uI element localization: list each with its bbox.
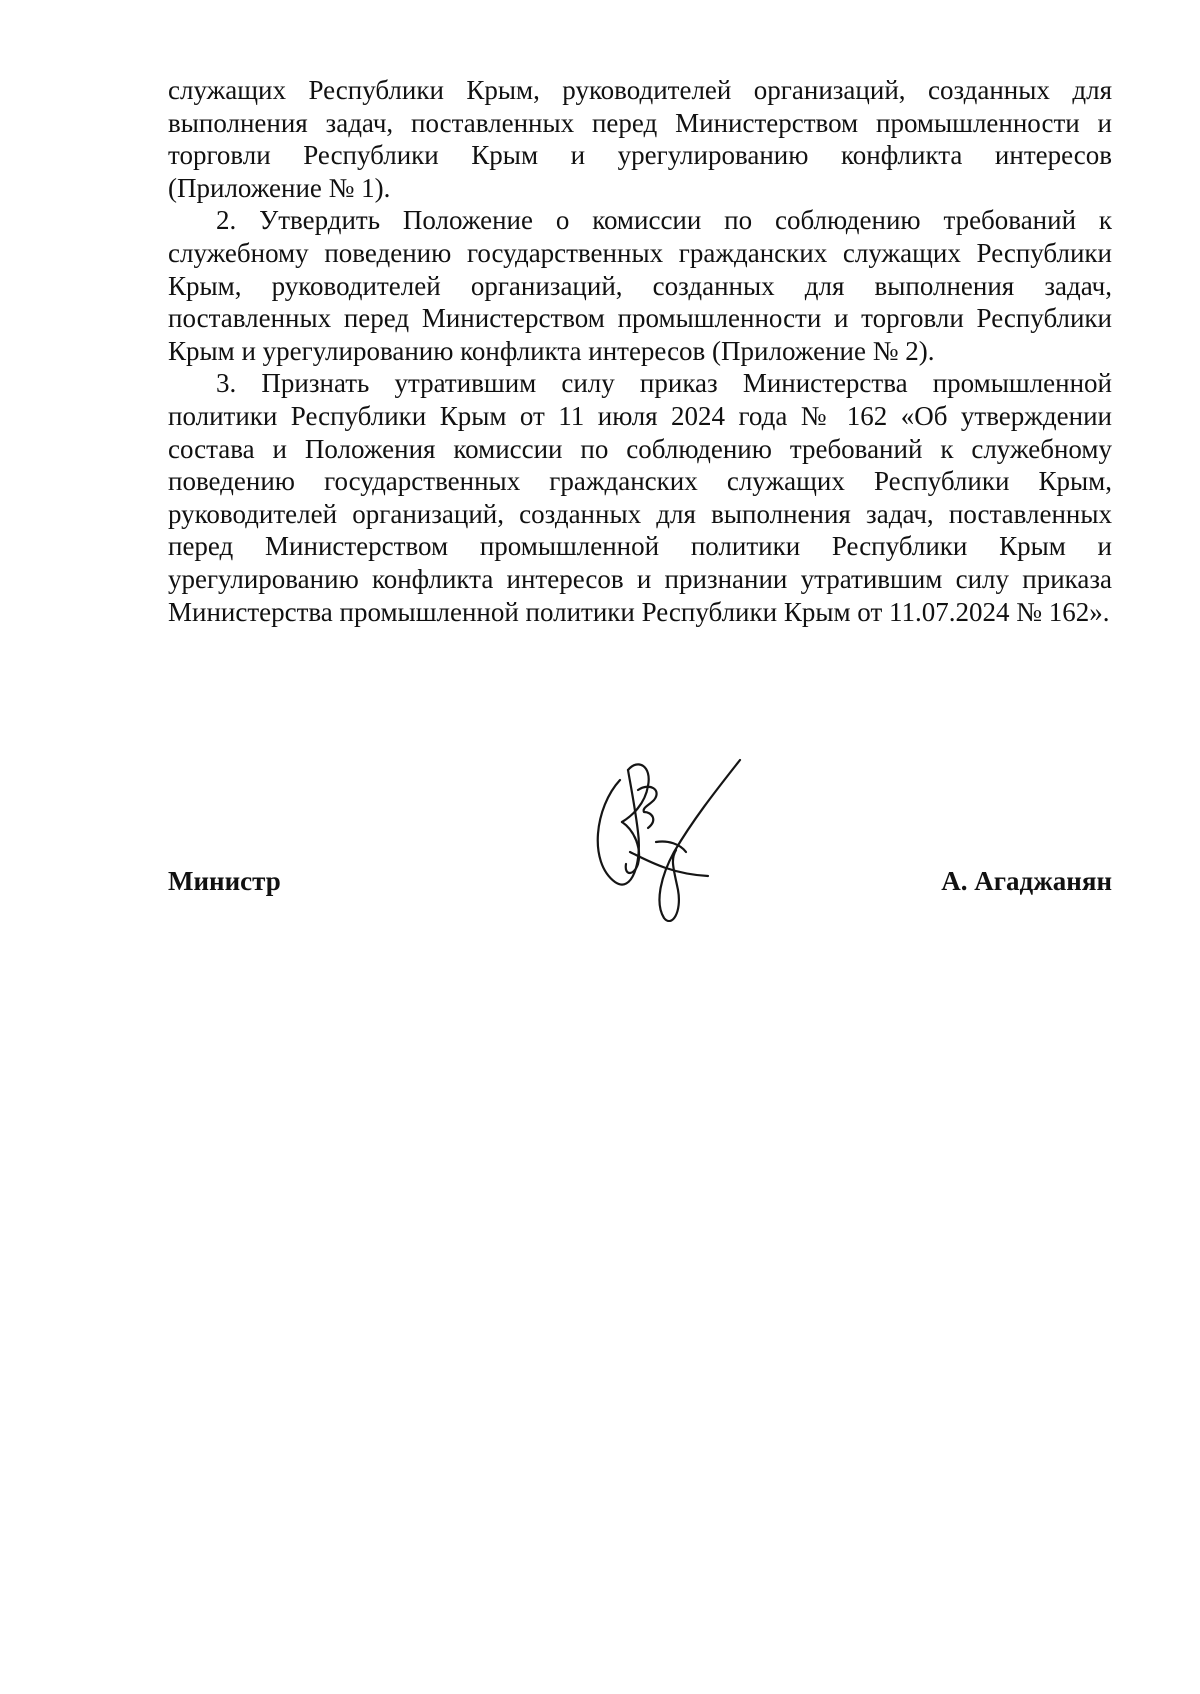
signatory-position: Министр bbox=[168, 866, 281, 896]
signature-block bbox=[168, 866, 1112, 906]
signatory-name: А. Агаджанян bbox=[941, 866, 1112, 896]
document-body bbox=[168, 74, 1112, 628]
paragraph-item-3: 3. Признать утратившим силу приказ Министерства промышленной политики Республики Крым от 11 июля 2024 года № 162 «Об утверждении состава и Положения комиссии по соблюдению требований к служебному поведению государственных гражданских служащих Республики Крым, руководителей организаций, созданных для выполнения задач, поставленных перед Министерством промышленной политики Республики Крым и урегулированию конфликта интересов и признании утратившим силу приказа Министерства промышленной политики Республики Крым от 11.07.2024 № 162». bbox=[168, 368, 1112, 627]
paragraph-item-2: 2. Утвердить Положение о комиссии по соблюдению требований к служебному поведению государственных гражданских служащих Республики Крым, руководителей организаций, созданных для выполнения задач, поставленных перед Министерством промышленности и торговли Республики Крым и урегулированию конфликта интересов (Приложение № 2). bbox=[168, 205, 1112, 366]
paragraph-continuation: служащих Республики Крым, руководителей организаций, созданных для выполнения задач, поставленных перед Министерством промышленности и торговли Республики Крым и урегулированию конфликта интересов (Приложение № 1). bbox=[168, 75, 1112, 203]
